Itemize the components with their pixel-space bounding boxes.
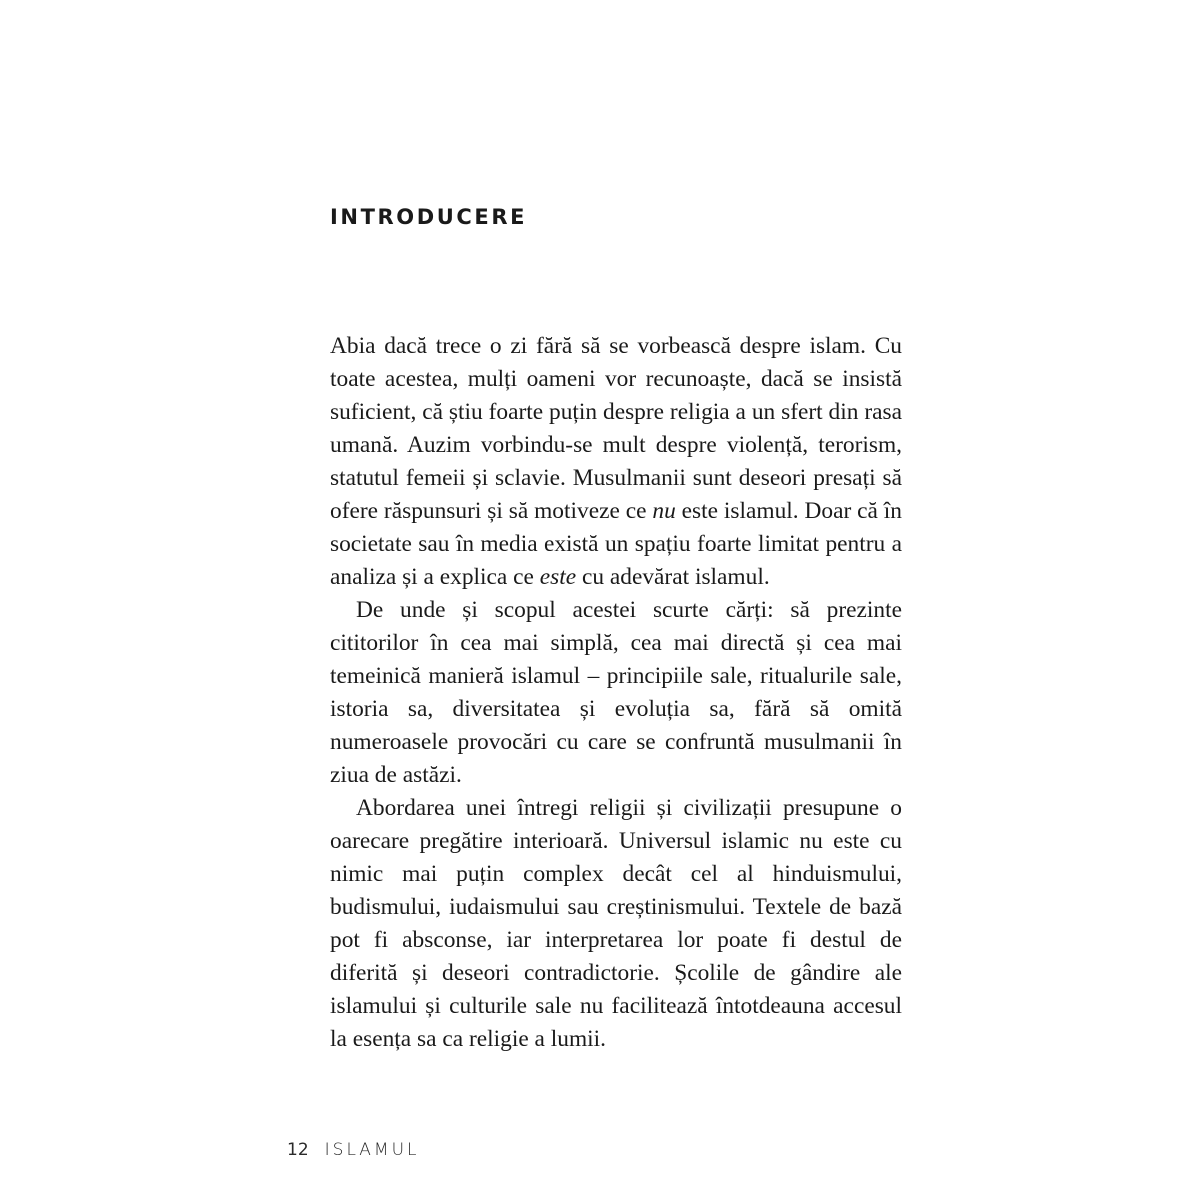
paragraph-1-emphasis-nu: nu: [652, 498, 676, 524]
paragraph-1: [330, 330, 902, 594]
page-number: 12: [287, 1140, 309, 1160]
paragraph-1-text-c: cu adevărat islamul.: [576, 564, 770, 590]
paragraph-1-text-b: este islamul. Doar că în societate sau în media există un spațiu foarte limitat pentru a analiza și a explica ce: [330, 498, 902, 590]
paragraph-2: [330, 594, 902, 792]
paragraph-2-text: De unde și scopul acestei scurte cărți: să prezinte cititorilor în cea mai simplă, cea mai directă și cea mai temeinică manieră islamul – principiile sale, ritualurile sale, istoria sa, diversitatea și evoluția sa, fără să omită numeroasele provocări cu care se confruntă musulmanii în ziua de astăzi.: [330, 597, 902, 788]
running-head: ISLAMUL: [324, 1140, 420, 1160]
body-text: [330, 330, 902, 1056]
chapter-heading: INTRODUCERE: [330, 205, 528, 229]
page-footer: [287, 1140, 420, 1160]
paragraph-1-emphasis-este: este: [539, 564, 577, 590]
paragraph-3-text: Abordarea unei întregi religii și civilizații presupune o oarecare pregătire interioară. Universul islamic nu este cu nimic mai puțin complex decât cel al hinduismului, budismului, iudaismului sau creștinismului. Textele de bază pot fi absconse, iar interpretarea lor poate fi destul de diferită și deseori contradictorie. Școlile de gândire ale islamului și culturile sale nu facilitează întotdeauna accesul la esența sa ca religie a lumii.: [330, 795, 902, 1052]
paragraph-1-text-a: Abia dacă trece o zi fără să se vorbească despre islam. Cu toate acestea, mulți oameni vor recunoaște, dacă se insistă suficient, că știu foarte puțin despre religia a un sfert din rasa umană. Auzim vorbindu-se mult despre violență, terorism, statutul femeii și sclavie. Musulmanii sunt deseori presați să ofere răspunsuri și să motiveze ce: [330, 333, 902, 524]
paragraph-3: [330, 792, 902, 1056]
